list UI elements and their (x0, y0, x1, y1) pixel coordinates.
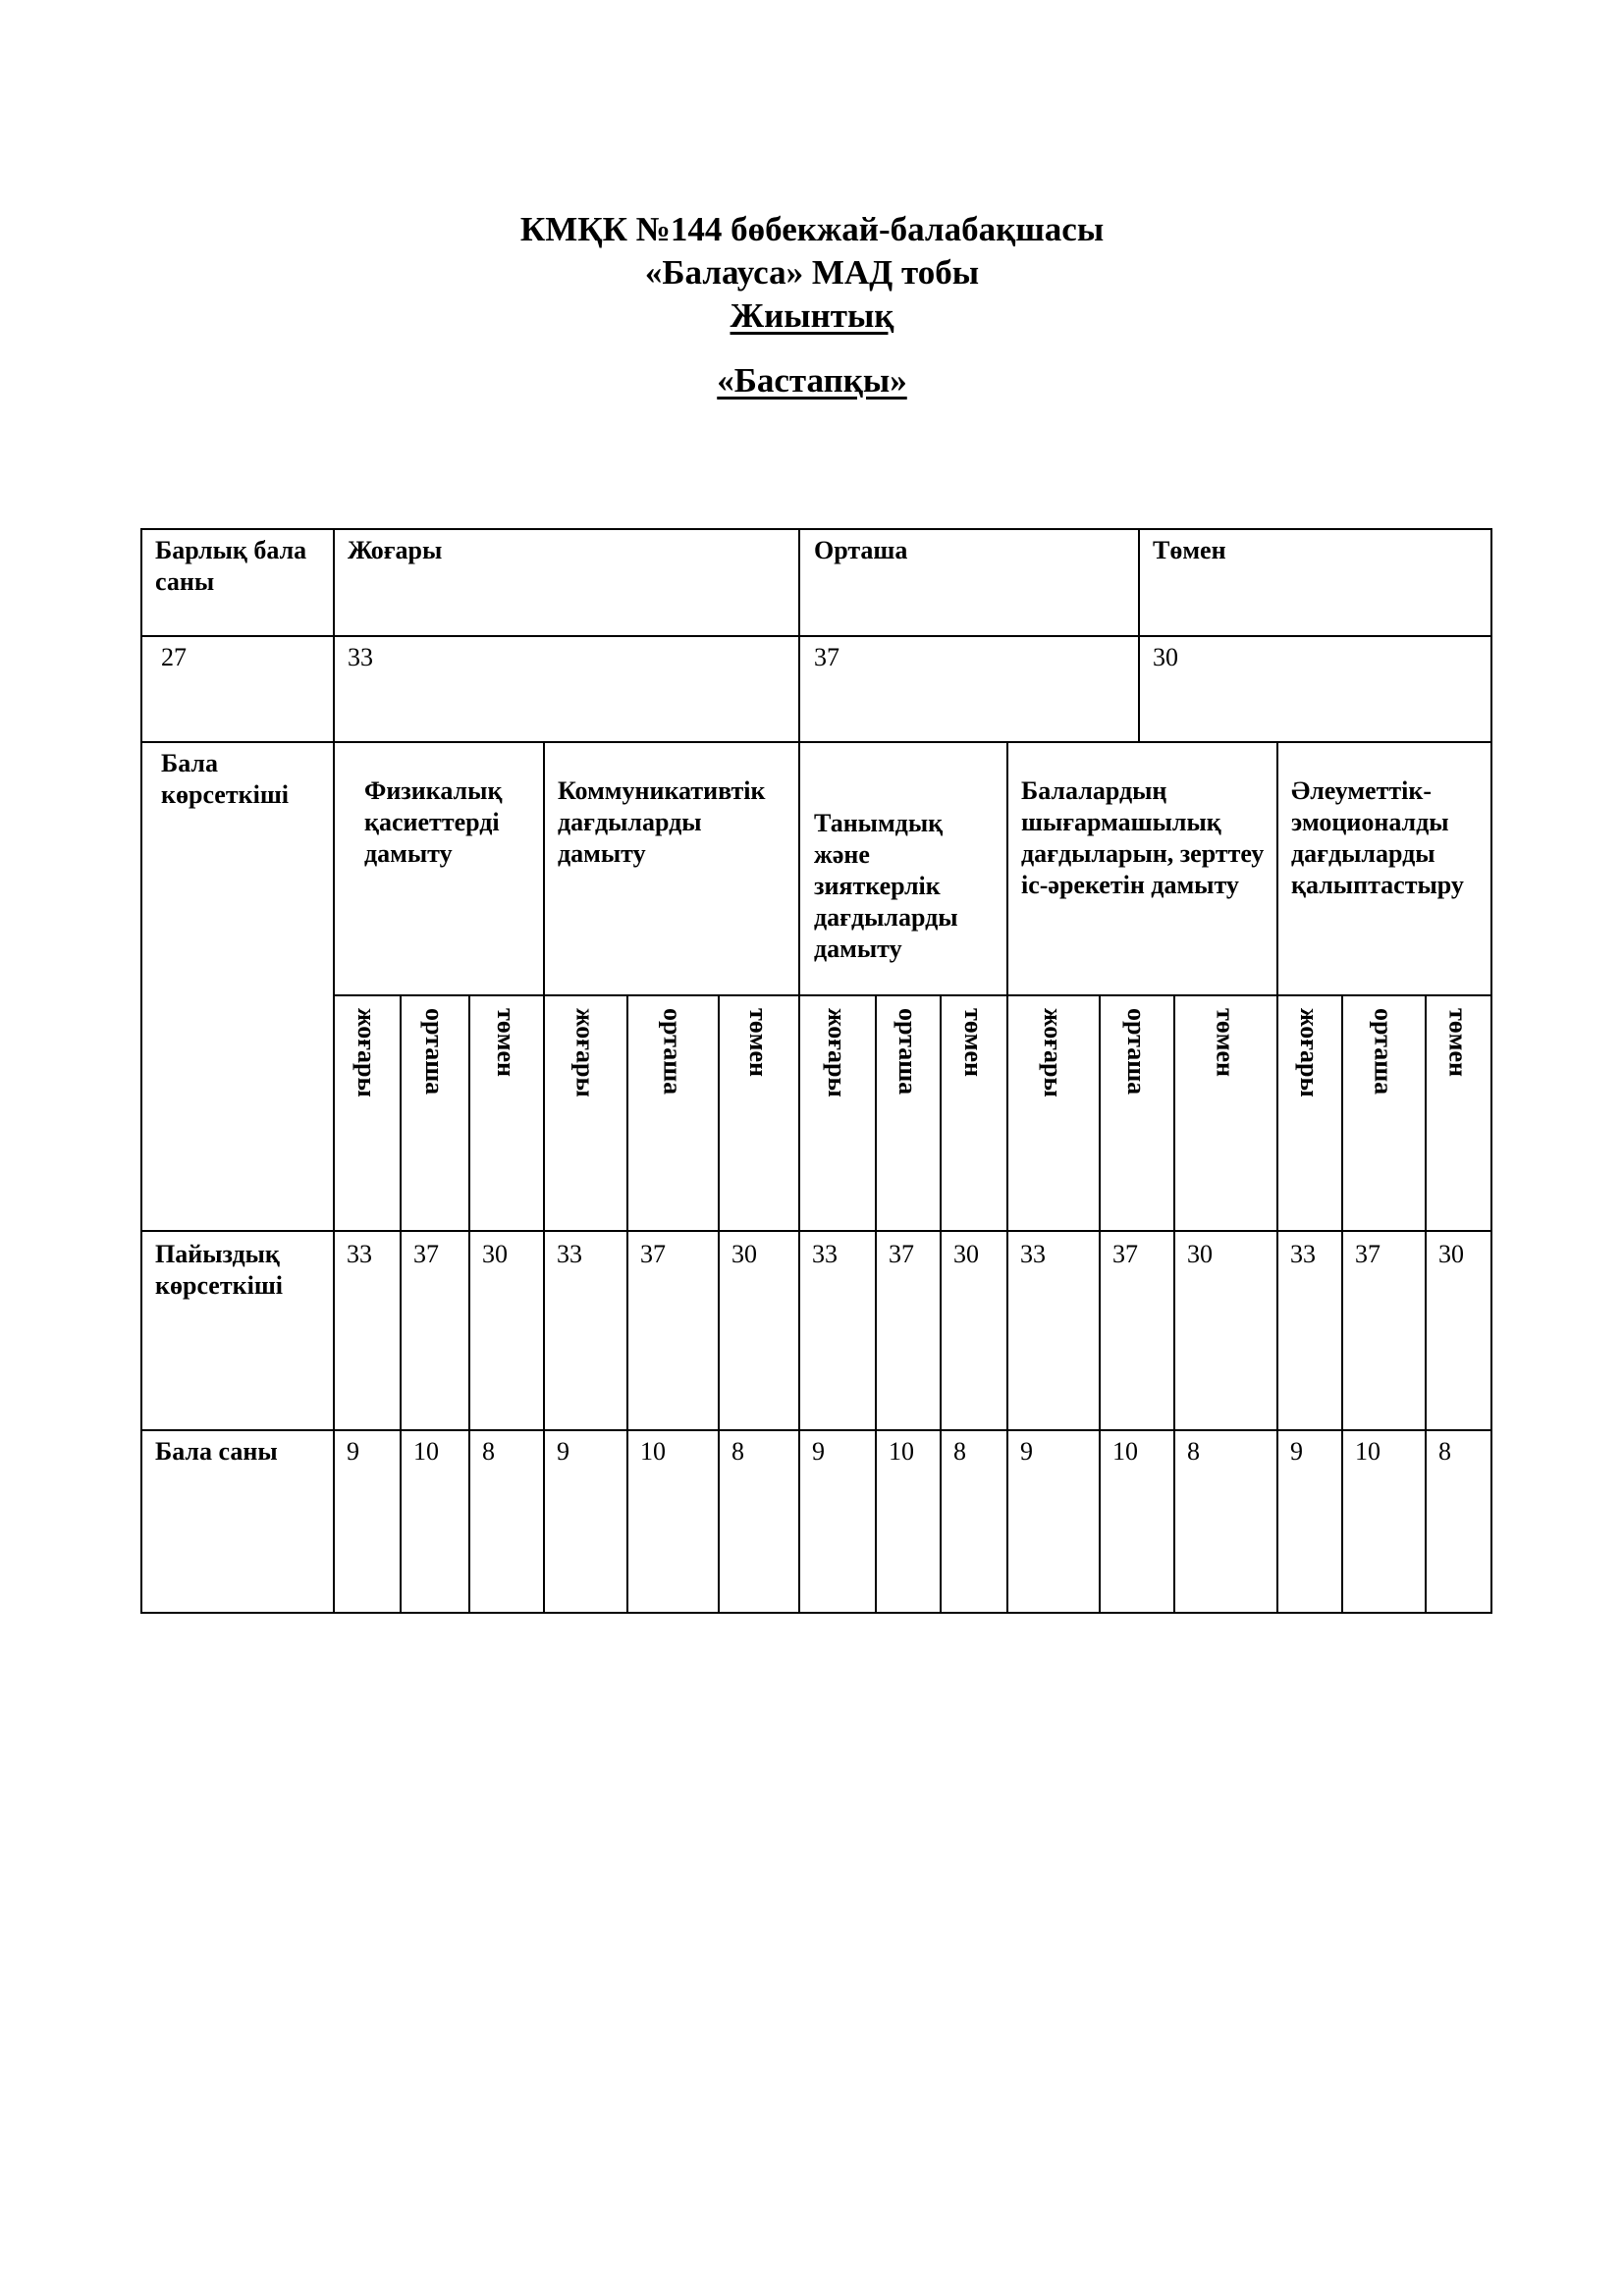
table-rule (875, 994, 877, 1614)
count-cell: 10 (1112, 1437, 1138, 1466)
percent-cell: 30 (482, 1240, 508, 1268)
table-rule (140, 741, 1492, 743)
skill-area-header: Балалардың шығармашылық дағдыларын, зерттеу іс-әрекетін дамыту (1021, 776, 1265, 899)
count-cell: 8 (1438, 1437, 1451, 1466)
table-rule (140, 1429, 1492, 1431)
count-cell: 8 (482, 1437, 495, 1466)
skill-area-header: Танымдық және зияткерлік дағдыларды дамыту (814, 809, 958, 963)
low-level-header: Төмен (1153, 536, 1226, 564)
percent-cell: 30 (953, 1240, 979, 1268)
table-rule (1341, 994, 1343, 1614)
percent-cell: 30 (731, 1240, 757, 1268)
percent-cell: 33 (812, 1240, 838, 1268)
table-rule (1490, 528, 1492, 1614)
percent-cell: 33 (347, 1240, 372, 1268)
level-subheader: орташа (893, 1008, 922, 1095)
table-rule (940, 994, 942, 1614)
mid-level-value: 37 (814, 643, 839, 671)
table-rule (1276, 741, 1278, 1614)
table-rule (626, 994, 628, 1614)
table-rule (1173, 994, 1175, 1614)
table-rule (798, 741, 800, 1614)
count-cell: 9 (812, 1437, 825, 1466)
skill-area-header: Физикалық қасиеттерді дамыту (364, 776, 503, 868)
count-cell: 9 (1020, 1437, 1033, 1466)
organization-title: КМҚК №144 бөбекжай-балабақшасы (519, 210, 1105, 248)
skill-area-header: Коммуникативтік дағдыларды дамыту (558, 776, 766, 868)
percent-cell: 37 (1112, 1240, 1138, 1268)
high-level-header: Жоғары (348, 536, 443, 564)
percent-cell: 30 (1438, 1240, 1464, 1268)
percent-cell: 37 (413, 1240, 439, 1268)
percent-cell: 30 (1187, 1240, 1213, 1268)
table-rule (1006, 741, 1008, 1614)
level-subheader: төмен (1211, 1008, 1240, 1078)
level-subheader: төмен (744, 1008, 773, 1078)
percent-cell: 33 (557, 1240, 582, 1268)
table-rule (333, 994, 1492, 996)
count-cell: 8 (731, 1437, 744, 1466)
level-subheader: жоғары (570, 1008, 600, 1097)
mid-level-header: Орташа (814, 536, 908, 564)
percent-cell: 37 (889, 1240, 914, 1268)
count-cell: 9 (347, 1437, 359, 1466)
level-subheader: төмен (492, 1008, 520, 1078)
count-cell: 9 (557, 1437, 569, 1466)
count-cell: 8 (1187, 1437, 1200, 1466)
level-subheader: орташа (1122, 1008, 1151, 1095)
total-children-value: 27 (161, 643, 187, 671)
table-rule (468, 994, 470, 1614)
report-title: Жиынтық (730, 296, 894, 335)
count-cell: 10 (413, 1437, 439, 1466)
level-subheader: жоғары (1039, 1008, 1067, 1097)
high-level-value: 33 (348, 643, 373, 671)
level-subheader: жоғары (823, 1008, 851, 1097)
child-indicator-label: Бала көрсеткіші (161, 749, 289, 809)
count-cell: 10 (640, 1437, 666, 1466)
group-title: «Балауса» МАД тобы (644, 253, 980, 292)
table-rule (333, 741, 335, 1614)
count-cell: 10 (889, 1437, 914, 1466)
level-subheader: жоғары (352, 1008, 381, 1097)
table-rule (140, 635, 1492, 637)
table-rule (140, 528, 1492, 530)
total-children-label: Барлық бала саны (155, 536, 307, 596)
table-rule (718, 994, 720, 1614)
skill-area-header: Әлеуметтік-эмоционалды дағдыларды қалыптастыру (1291, 776, 1464, 899)
level-subheader: орташа (1369, 1008, 1398, 1095)
level-subheader: төмен (1443, 1008, 1473, 1078)
percent-row-label: Пайыздық көрсеткіші (155, 1240, 283, 1300)
table-rule (140, 528, 142, 1614)
table-rule (1425, 994, 1427, 1614)
percent-cell: 37 (640, 1240, 666, 1268)
table-rule (1138, 528, 1140, 743)
table-rule (1099, 994, 1101, 1614)
count-row-label: Бала саны (155, 1437, 278, 1466)
count-cell: 10 (1355, 1437, 1380, 1466)
table-rule (140, 1230, 1492, 1232)
table-rule (798, 528, 800, 743)
count-cell: 8 (953, 1437, 966, 1466)
percent-cell: 33 (1290, 1240, 1316, 1268)
document-header (0, 208, 1624, 402)
stage-title: «Бастапқы» (717, 361, 907, 400)
level-subheader: жоғары (1295, 1008, 1324, 1097)
table-rule (140, 1612, 1492, 1614)
low-level-value: 30 (1153, 643, 1178, 671)
percent-cell: 37 (1355, 1240, 1380, 1268)
table-rule (333, 528, 335, 743)
table-rule (400, 994, 402, 1614)
level-subheader: төмен (959, 1008, 988, 1078)
level-subheader: орташа (420, 1008, 449, 1095)
level-subheader: орташа (658, 1008, 687, 1095)
percent-cell: 33 (1020, 1240, 1046, 1268)
count-cell: 9 (1290, 1437, 1303, 1466)
table-rule (543, 741, 545, 1614)
